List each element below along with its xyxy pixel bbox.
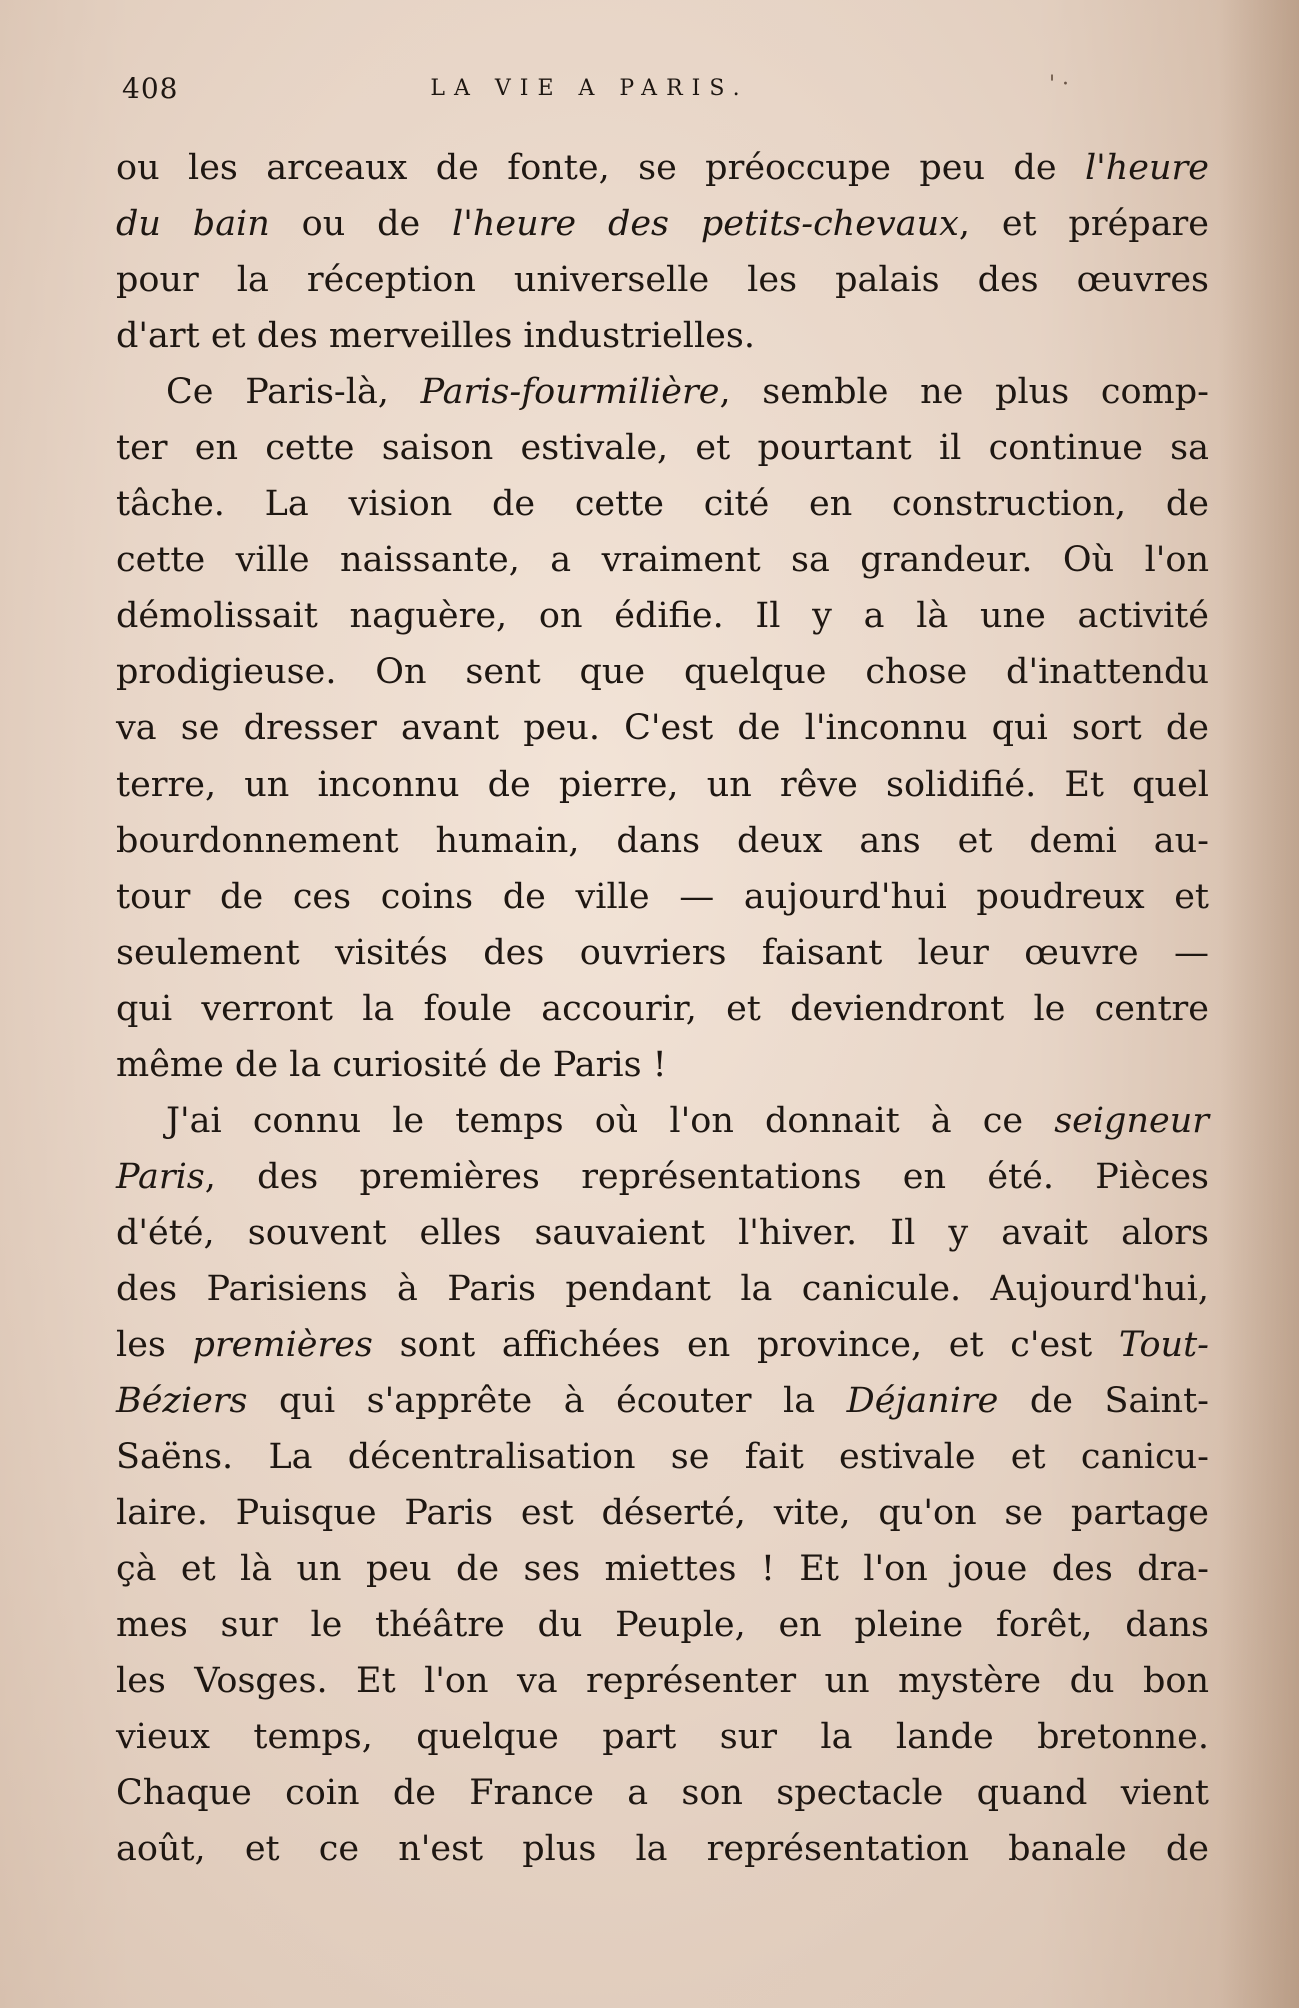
- text-line: [116, 1205, 1209, 1261]
- text-line: [116, 1093, 1209, 1149]
- text-line: [116, 644, 1209, 700]
- text-line: [116, 1709, 1209, 1765]
- text-line: [116, 700, 1209, 756]
- text-segment: août, et ce n'est plus la représentation banale de: [116, 1829, 1209, 1870]
- text-segment: terre, un inconnu de pierre, un rêve solidifié. Et quel: [116, 764, 1209, 805]
- text-segment: pour la réception universelle les palais des œuvres: [116, 260, 1209, 301]
- text-line: [116, 1149, 1209, 1205]
- text-line: [116, 364, 1209, 420]
- text-segment: les: [116, 1324, 193, 1365]
- text-segment: ou de: [269, 204, 453, 245]
- text-segment: d'été, souvent elles sauvaient l'hiver. Il y avait alors: [116, 1212, 1209, 1253]
- text-segment: seulement visités des ouvriers faisant leur œuvre —: [116, 932, 1209, 973]
- text-segment: laire. Puisque Paris est déserté, vite, qu'on se partage: [116, 1493, 1209, 1534]
- text-segment: même de la curiosité de Paris !: [116, 1044, 667, 1085]
- text-segment: çà et là un peu de ses miettes ! Et l'on joue des dra-: [116, 1549, 1209, 1590]
- text-line: [116, 1821, 1209, 1877]
- text-segment: Saëns. La décentralisation se fait estivale et canicu-: [116, 1437, 1209, 1478]
- text-line: [116, 476, 1209, 532]
- italic-segment: seigneur: [1054, 1100, 1209, 1141]
- text-line: [116, 1597, 1209, 1653]
- text-segment: tour de ces coins de ville — aujourd'hui poudreux et: [116, 876, 1209, 917]
- text-segment: , et prépare: [958, 204, 1209, 245]
- text-segment: des Parisiens à Paris pendant la canicule. Aujourd'hui,: [116, 1268, 1209, 1309]
- text-line: [116, 757, 1209, 813]
- text-segment: ter en cette saison estivale, et pourtant il continue sa: [116, 428, 1209, 469]
- text-segment: J'ai connu le temps où l'on donnait à ce: [166, 1100, 1055, 1141]
- text-segment: d'art et des merveilles industrielles.: [116, 316, 755, 357]
- text-line: [116, 588, 1209, 644]
- italic-segment: du bain: [116, 204, 270, 245]
- text-line: [116, 1653, 1209, 1709]
- italic-segment: Paris-fourmilière: [420, 372, 720, 413]
- text-segment: qui verront la foule accourir, et deviendront le centre: [116, 988, 1209, 1029]
- text-line: [116, 308, 1209, 364]
- text-segment: , semble ne plus comp-: [719, 372, 1209, 413]
- page-number: 408: [122, 72, 179, 105]
- text-line: [116, 813, 1209, 869]
- text-line: [116, 1485, 1209, 1541]
- italic-segment: l'heure des petits-chevaux: [452, 204, 959, 245]
- text-segment: de Saint-: [998, 1381, 1209, 1422]
- text-line: [116, 1373, 1209, 1429]
- text-segment: sont affichées en province, et c'est: [372, 1324, 1119, 1365]
- text-line: [116, 532, 1209, 588]
- text-segment: cette ville naissante, a vraiment sa grandeur. Où l'on: [116, 540, 1209, 581]
- italic-segment: premières: [192, 1324, 373, 1365]
- text-line: [116, 925, 1209, 981]
- text-segment: prodigieuse. On sent que quelque chose d'inattendu: [116, 652, 1209, 693]
- page-header: [122, 72, 1069, 112]
- text-line: [116, 140, 1209, 196]
- stray-print-marks: ' ·: [1048, 72, 1069, 97]
- text-segment: les Vosges. Et l'on va représenter un mystère du bon: [116, 1661, 1209, 1702]
- text-line: [116, 1541, 1209, 1597]
- text-segment: vieux temps, quelque part sur la lande bretonne.: [116, 1717, 1209, 1758]
- text-segment: qui s'apprête à écouter la: [247, 1381, 847, 1422]
- text-segment: va se dresser avant peu. C'est de l'inconnu qui sort de: [116, 708, 1209, 749]
- text-segment: tâche. La vision de cette cité en construction, de: [116, 484, 1209, 525]
- italic-segment: Béziers: [116, 1381, 248, 1422]
- italic-segment: Paris: [116, 1156, 205, 1197]
- text-line: [116, 1261, 1209, 1317]
- text-segment: démolissait naguère, on édifie. Il y a là une activité: [116, 596, 1209, 637]
- text-line: [116, 981, 1209, 1037]
- page-edge-shadow: [1219, 0, 1299, 2008]
- italic-segment: l'heure: [1084, 148, 1209, 188]
- text-line: [116, 1037, 1209, 1093]
- text-segment: , des premières représentations en été. Pièces: [204, 1156, 1209, 1197]
- text-line: [116, 252, 1209, 308]
- text-line: [116, 1429, 1209, 1485]
- text-segment: bourdonnement humain, dans deux ans et demi au-: [116, 820, 1209, 861]
- text-line: [116, 1765, 1209, 1821]
- text-segment: ou les arceaux de fonte, se préoccupe peu de: [116, 148, 1085, 188]
- text-line: [116, 1317, 1209, 1373]
- body-text: [116, 140, 1209, 1877]
- text-line: [116, 869, 1209, 925]
- italic-segment: Déjanire: [846, 1381, 999, 1422]
- running-title: LA VIE A PARIS.: [430, 76, 749, 101]
- text-line: [116, 420, 1209, 476]
- text-segment: Ce Paris-là,: [166, 372, 421, 413]
- italic-segment: Tout-: [1118, 1324, 1209, 1365]
- text-line: [116, 196, 1209, 252]
- text-segment: mes sur le théâtre du Peuple, en pleine forêt, dans: [116, 1605, 1209, 1646]
- text-segment: Chaque coin de France a son spectacle quand vient: [116, 1773, 1209, 1814]
